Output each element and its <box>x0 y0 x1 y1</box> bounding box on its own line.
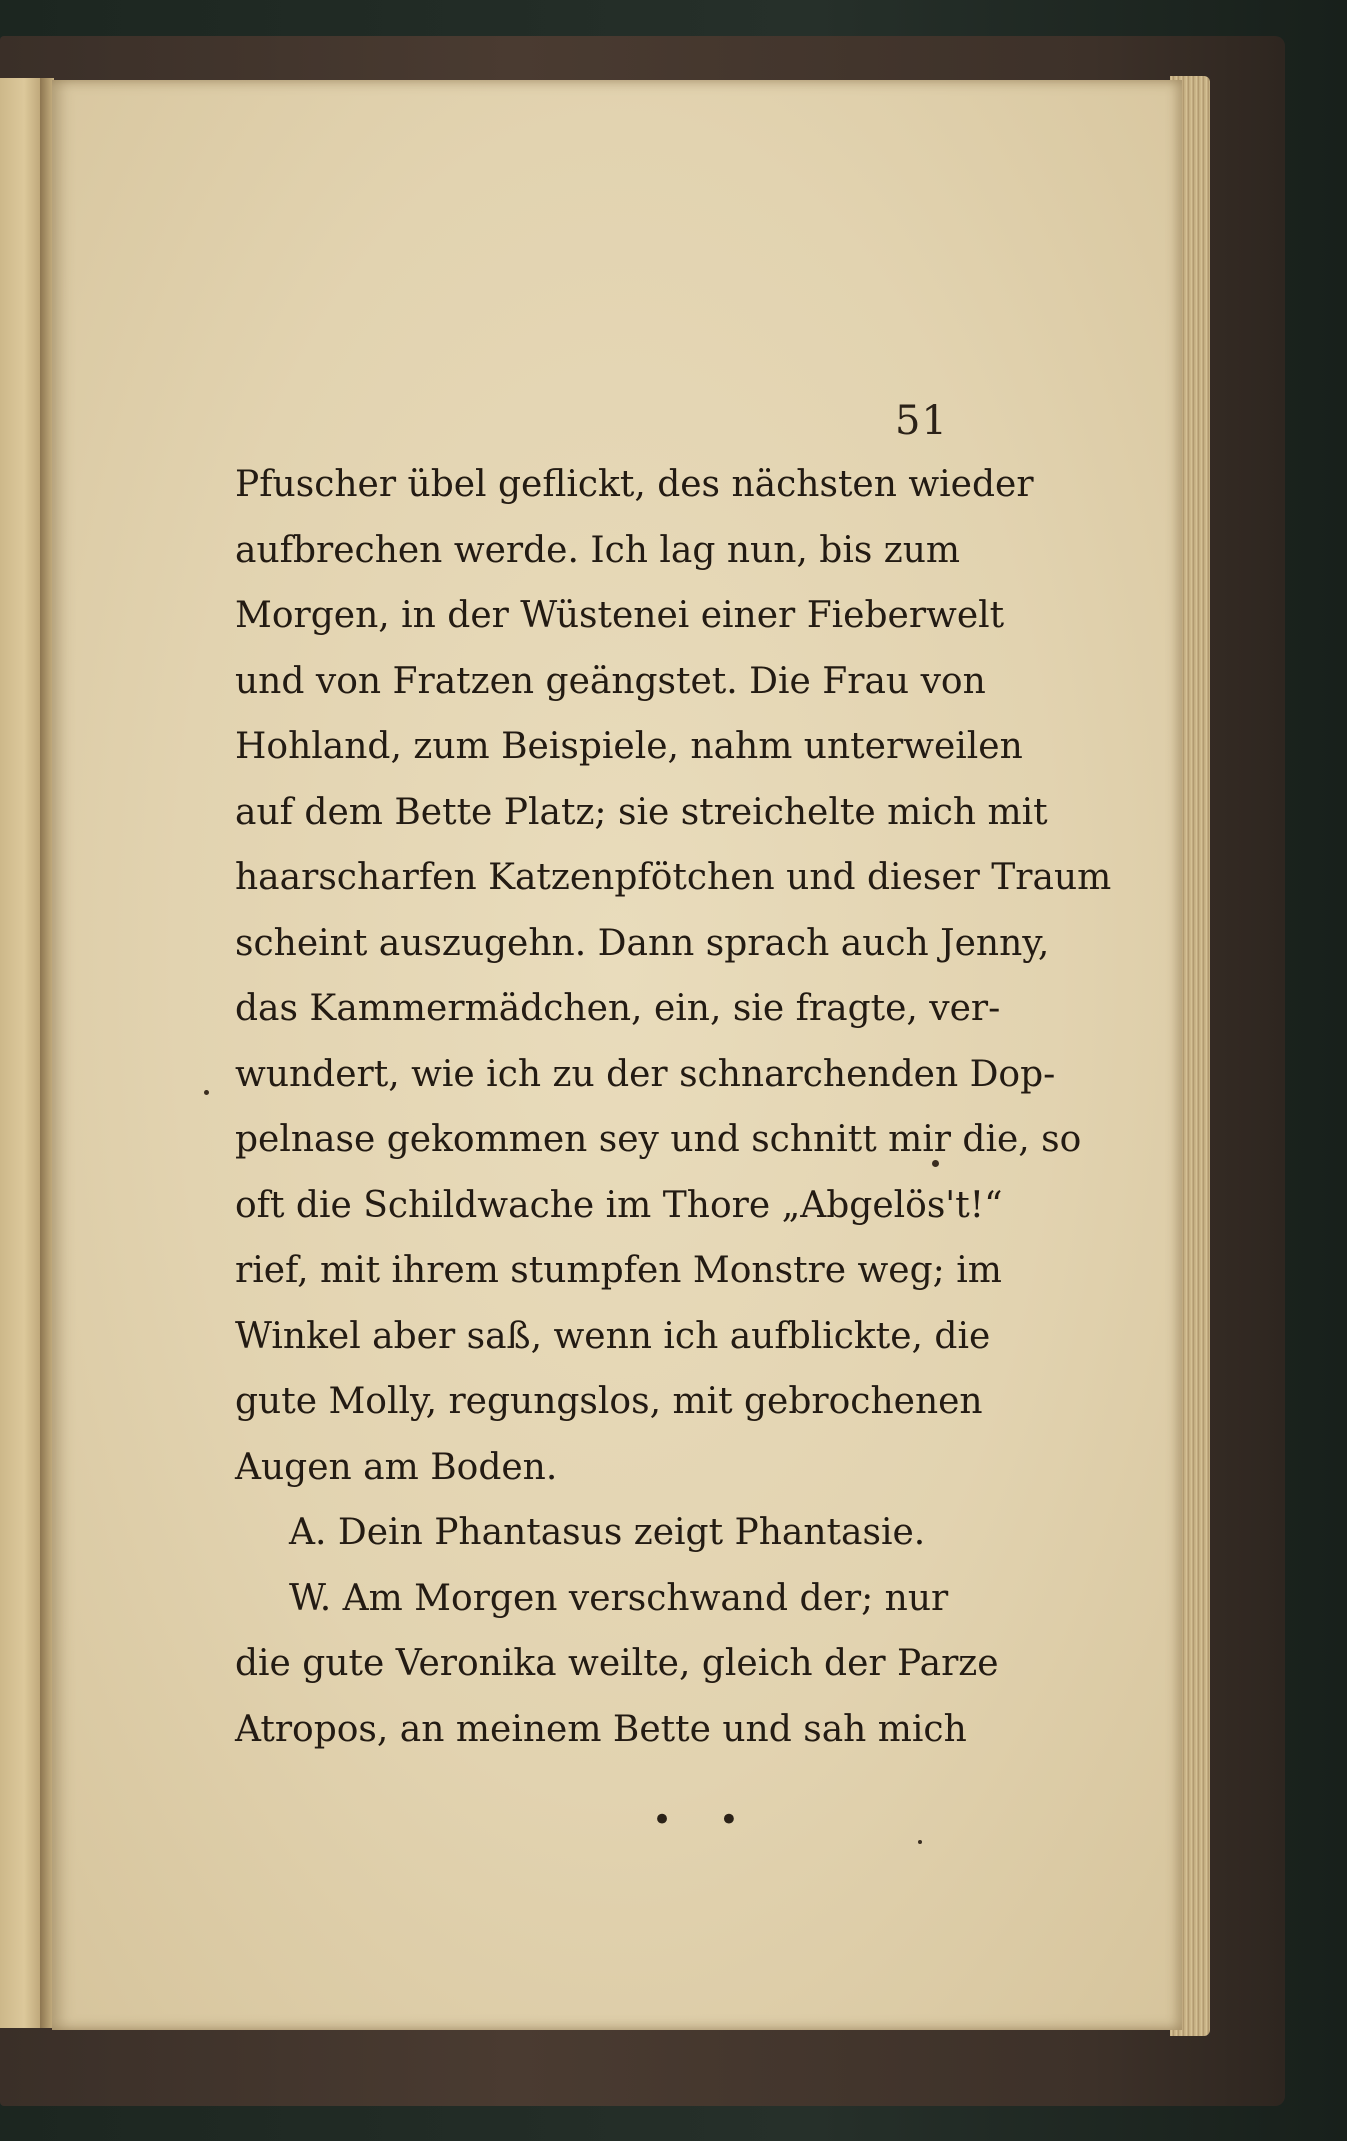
text-line: rief, mit ihrem stumpfen Monstre weg; im <box>235 1250 1002 1291</box>
text-line: Hohland, zum Beispiele, nahm unterweilen <box>235 726 1023 767</box>
text-line: aufbrechen werde. Ich lag nun, bis zum <box>235 529 961 571</box>
page-number: 51 <box>895 398 948 444</box>
catchword-marks: • • <box>652 1800 757 1840</box>
dialogue-line: die gute Veronika weilte, gleich der Parze <box>235 1643 999 1684</box>
text-line: gute Molly, regungslos, mit gebrochenen <box>235 1381 983 1422</box>
text-line: Augen am Boden. <box>235 1446 558 1488</box>
dialogue-line: Atropos, an meinem Bette und sah mich <box>235 1708 967 1750</box>
text-line: Pfuscher übel geflickt, des nächsten wieder <box>235 464 1034 505</box>
text-line: scheint auszugehn. Dann sprach auch Jenny, <box>235 922 1050 964</box>
body-text <box>235 452 1112 1762</box>
paper-speck <box>204 1090 209 1095</box>
text-line: pelnase gekommen sey und schnitt mir die, so <box>235 1119 1082 1160</box>
dialogue-line: W. Am Morgen verschwand der; nur <box>289 1577 949 1619</box>
text-line: oft die Schildwache im Thore „Abgelös't!“ <box>235 1184 1003 1226</box>
paper-speck <box>918 1840 922 1844</box>
text-line: und von Fratzen geängstet. Die Frau von <box>235 660 986 702</box>
dialogue-line: A. Dein Phantasus zeigt Phantasie. <box>289 1512 926 1553</box>
book-page <box>52 80 1182 2030</box>
text-line: das Kammermädchen, ein, sie fragte, ver- <box>235 988 1001 1029</box>
text-line: Morgen, in der Wüstenei einer Fieberwelt <box>235 595 1005 636</box>
left-page-edge <box>0 78 44 2028</box>
text-line: Winkel aber saß, wenn ich aufblickte, die <box>235 1315 991 1357</box>
text-line: haarscharfen Katzenpfötchen und dieser Traum <box>235 857 1112 898</box>
text-line: wundert, wie ich zu der schnarchenden Dop- <box>235 1053 1056 1095</box>
paper-speck <box>932 1160 939 1167</box>
text-line: auf dem Bette Platz; sie streichelte mich mit <box>235 791 1048 833</box>
